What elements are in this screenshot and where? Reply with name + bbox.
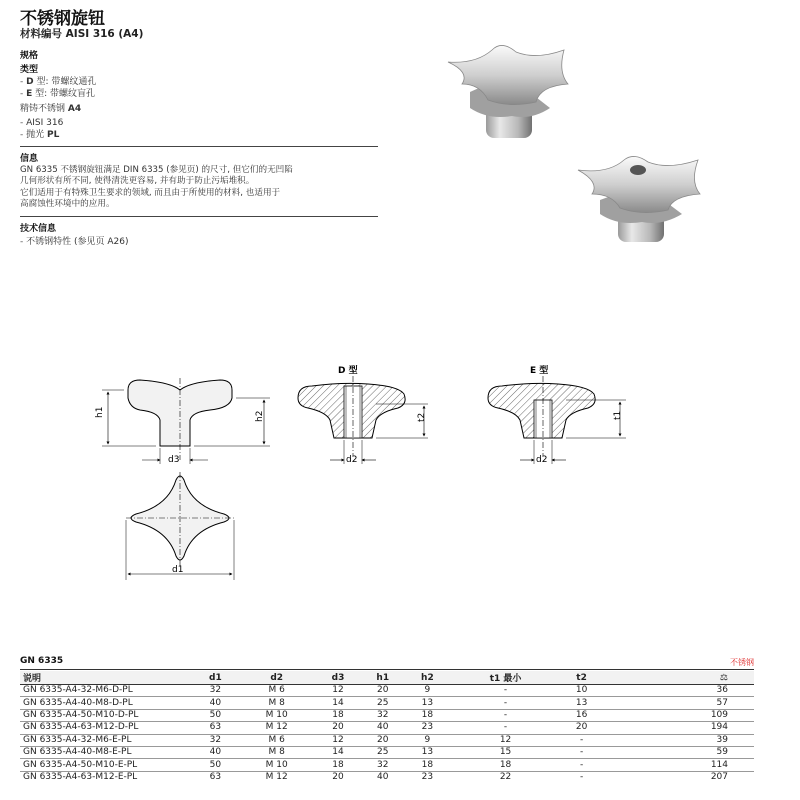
cell-weight: 194 bbox=[602, 722, 754, 734]
cell-d2: M 8 bbox=[238, 697, 316, 709]
cell-weight: 59 bbox=[602, 746, 754, 758]
type-desc: 型: 带螺纹盲孔 bbox=[35, 89, 96, 99]
cell-d1: 50 bbox=[193, 759, 238, 771]
type-code: D bbox=[26, 77, 34, 87]
cell-weight: 109 bbox=[602, 709, 754, 721]
cell-d2: M 8 bbox=[238, 746, 316, 758]
e-type-label: E 型 bbox=[530, 366, 549, 376]
technical-drawing bbox=[80, 360, 640, 590]
col-header-d2: d2 bbox=[238, 671, 316, 685]
dim-d2-e: d2 bbox=[536, 455, 548, 465]
cell-h2: 13 bbox=[405, 746, 450, 758]
cell-t2: 10 bbox=[575, 685, 588, 696]
table-header-row bbox=[20, 671, 754, 685]
material-line bbox=[20, 103, 81, 115]
dim-h2: h2 bbox=[255, 410, 265, 422]
dim-h1: h1 bbox=[95, 406, 105, 418]
dimension-table bbox=[20, 671, 754, 783]
table-row bbox=[20, 746, 754, 758]
cell-d3: 18 bbox=[316, 709, 361, 721]
cell-t1: - bbox=[450, 722, 562, 734]
cell-d1: 50 bbox=[193, 709, 238, 721]
cell-weight: 36 bbox=[716, 685, 728, 696]
top-view bbox=[126, 472, 234, 580]
product-photo-d-type bbox=[440, 36, 610, 146]
type-code: E bbox=[26, 89, 33, 99]
cell-description: GN 6335-A4-50-M10-D-PL bbox=[20, 709, 193, 721]
cell-d2: M 10 bbox=[238, 709, 316, 721]
cell-description: GN 6335-A4-32-M6-E-PL bbox=[20, 734, 193, 746]
cell-t1: - bbox=[450, 697, 562, 709]
cell-t2: 13 bbox=[561, 697, 601, 709]
info-line: 几何形状有所不同, 使得清洗更容易, 并有助于防止污垢堆积。 bbox=[20, 176, 255, 187]
cell-t2: - bbox=[561, 759, 601, 771]
cell-d1: 32 bbox=[209, 685, 222, 696]
cell-weight: 39 bbox=[602, 734, 754, 746]
col-header-weight: ⚖ bbox=[602, 671, 754, 685]
d-type-label: D 型 bbox=[338, 366, 358, 376]
cell-d3: 14 bbox=[316, 697, 361, 709]
cell-d2: M 12 bbox=[238, 722, 316, 734]
cell-h1: 20 bbox=[377, 685, 389, 696]
type-item-e: - E 型: 带螺纹盲孔 bbox=[20, 89, 96, 99]
col-header-d3: d3 bbox=[316, 671, 361, 685]
cell-weight: 114 bbox=[602, 759, 754, 771]
col-header-d1: d1 bbox=[193, 671, 238, 685]
table-row bbox=[20, 734, 754, 746]
cell-d2: M 10 bbox=[238, 759, 316, 771]
cell-d2: M 12 bbox=[238, 771, 316, 783]
col-header-description: 说明 bbox=[20, 671, 193, 685]
side-view bbox=[95, 378, 270, 465]
table-top-rule bbox=[20, 669, 754, 670]
info-line: 高腐蚀性环境中的应用。 bbox=[20, 199, 115, 210]
cell-h1: 32 bbox=[360, 709, 405, 721]
cell-h2: 9 bbox=[424, 685, 431, 696]
table-title: GN 6335 bbox=[20, 656, 64, 666]
tech-item-text: 不锈钢特性 (参见页 A26) bbox=[26, 237, 129, 247]
cell-h2: 23 bbox=[405, 722, 450, 734]
d-type-section bbox=[298, 364, 428, 465]
cell-h1: 40 bbox=[360, 722, 405, 734]
cell-description: GN 6335-A4-32-M6-D-PL bbox=[23, 685, 133, 696]
table-row bbox=[20, 709, 754, 721]
info-paragraph bbox=[20, 165, 380, 211]
cell-description: GN 6335-A4-63-M12-E-PL bbox=[20, 771, 193, 783]
dim-d1: d1 bbox=[172, 565, 184, 575]
cell-h2: 13 bbox=[405, 697, 450, 709]
cell-d3: 20 bbox=[316, 722, 361, 734]
material-subtitle: 材料编号 AISI 316 (A4) bbox=[20, 28, 144, 40]
cell-t2: 20 bbox=[561, 722, 601, 734]
cell-description: GN 6335-A4-40-M8-D-PL bbox=[20, 697, 193, 709]
table-row bbox=[20, 697, 754, 709]
cell-d1: 40 bbox=[193, 746, 238, 758]
cell-t2: - bbox=[561, 771, 601, 783]
material-prefix: 精铸不锈钢 bbox=[20, 104, 66, 114]
info-heading: 信息 bbox=[20, 154, 39, 164]
type-item-d: - D 型: 带螺纹通孔 bbox=[20, 77, 97, 87]
cell-t1: 18 bbox=[450, 759, 562, 771]
threaded-hole bbox=[630, 165, 646, 175]
tech-heading: 技术信息 bbox=[20, 224, 57, 234]
type-desc: 型: 带螺纹通孔 bbox=[36, 77, 97, 87]
cell-d1: 63 bbox=[193, 722, 238, 734]
col-header-t2: t2 bbox=[561, 671, 601, 685]
table-row bbox=[20, 722, 754, 734]
cell-weight: 57 bbox=[602, 697, 754, 709]
knob-head bbox=[578, 156, 700, 212]
info-line: 它们适用于有特殊卫生要求的领域, 而且由于所使用的材料, 也适用于 bbox=[20, 187, 281, 198]
cell-d3: 12 bbox=[316, 734, 361, 746]
cell-h1: 25 bbox=[360, 697, 405, 709]
cell-t2: - bbox=[561, 734, 601, 746]
cell-t1: - bbox=[450, 709, 562, 721]
cell-t1: 12 bbox=[450, 734, 562, 746]
material-item-text: AISI 316 bbox=[26, 118, 64, 128]
divider bbox=[20, 216, 378, 217]
table-row bbox=[20, 759, 754, 771]
cell-d3: 14 bbox=[316, 746, 361, 758]
material-item: - AISI 316 bbox=[20, 118, 64, 128]
cell-h1: 32 bbox=[360, 759, 405, 771]
table-row bbox=[20, 771, 754, 783]
cell-t2: - bbox=[561, 746, 601, 758]
col-header-h1: h1 bbox=[360, 671, 405, 685]
cell-t2: 16 bbox=[561, 709, 601, 721]
cell-h2: 9 bbox=[405, 734, 450, 746]
spec-heading: 规格 bbox=[20, 51, 39, 61]
dim-t1: t1 bbox=[613, 410, 623, 420]
cell-h1: 25 bbox=[360, 746, 405, 758]
cell-d1: 32 bbox=[193, 734, 238, 746]
cell-d3: 18 bbox=[316, 759, 361, 771]
cell-h2: 18 bbox=[405, 709, 450, 721]
cell-description: GN 6335-A4-40-M8-E-PL bbox=[20, 746, 193, 758]
cell-description: GN 6335-A4-63-M12-D-PL bbox=[20, 722, 193, 734]
material-code: A4 bbox=[67, 104, 82, 114]
type-heading: 类型 bbox=[20, 65, 39, 75]
cell-description: GN 6335-A4-50-M10-E-PL bbox=[20, 759, 193, 771]
dim-d3: d3 bbox=[168, 455, 180, 465]
cell-d2: M 6 bbox=[238, 734, 316, 746]
tech-item: - 不锈钢特性 (参见页 A26) bbox=[20, 237, 129, 247]
cell-t1: 15 bbox=[450, 746, 562, 758]
col-header-t1: t1 最小 bbox=[450, 671, 562, 685]
knob-head bbox=[448, 45, 568, 104]
cell-t1: 22 bbox=[450, 771, 562, 783]
dim-t2: t2 bbox=[417, 412, 427, 422]
finish-prefix: 抛光 bbox=[26, 130, 45, 140]
cell-d3: 20 bbox=[316, 771, 361, 783]
finish-line: - 抛光 PL bbox=[20, 130, 60, 140]
cell-h1: 40 bbox=[360, 771, 405, 783]
cell-d2: M 6 bbox=[268, 685, 285, 696]
cell-d1: 63 bbox=[193, 771, 238, 783]
col-header-h2: h2 bbox=[405, 671, 450, 685]
dim-d2: d2 bbox=[346, 455, 358, 465]
cell-d3: 12 bbox=[332, 685, 344, 696]
cell-h2: 23 bbox=[405, 771, 450, 783]
cell-weight: 207 bbox=[602, 771, 754, 783]
table-material-note: 不锈钢 bbox=[730, 658, 754, 667]
info-line: GN 6335 不锈钢旋钮满足 DIN 6335 (参见页) 的尺寸, 但它们的无凹陷 bbox=[20, 165, 293, 175]
table-row bbox=[20, 685, 754, 697]
cell-d1: 40 bbox=[193, 697, 238, 709]
e-type-section bbox=[488, 364, 626, 465]
cell-h2: 18 bbox=[405, 759, 450, 771]
page-title: 不锈钢旋钮 bbox=[20, 9, 105, 29]
cell-t1: - bbox=[503, 685, 508, 696]
product-photo-e-type bbox=[570, 152, 740, 248]
cell-h1: 20 bbox=[360, 734, 405, 746]
finish-code: PL bbox=[47, 130, 60, 140]
divider bbox=[20, 146, 378, 147]
